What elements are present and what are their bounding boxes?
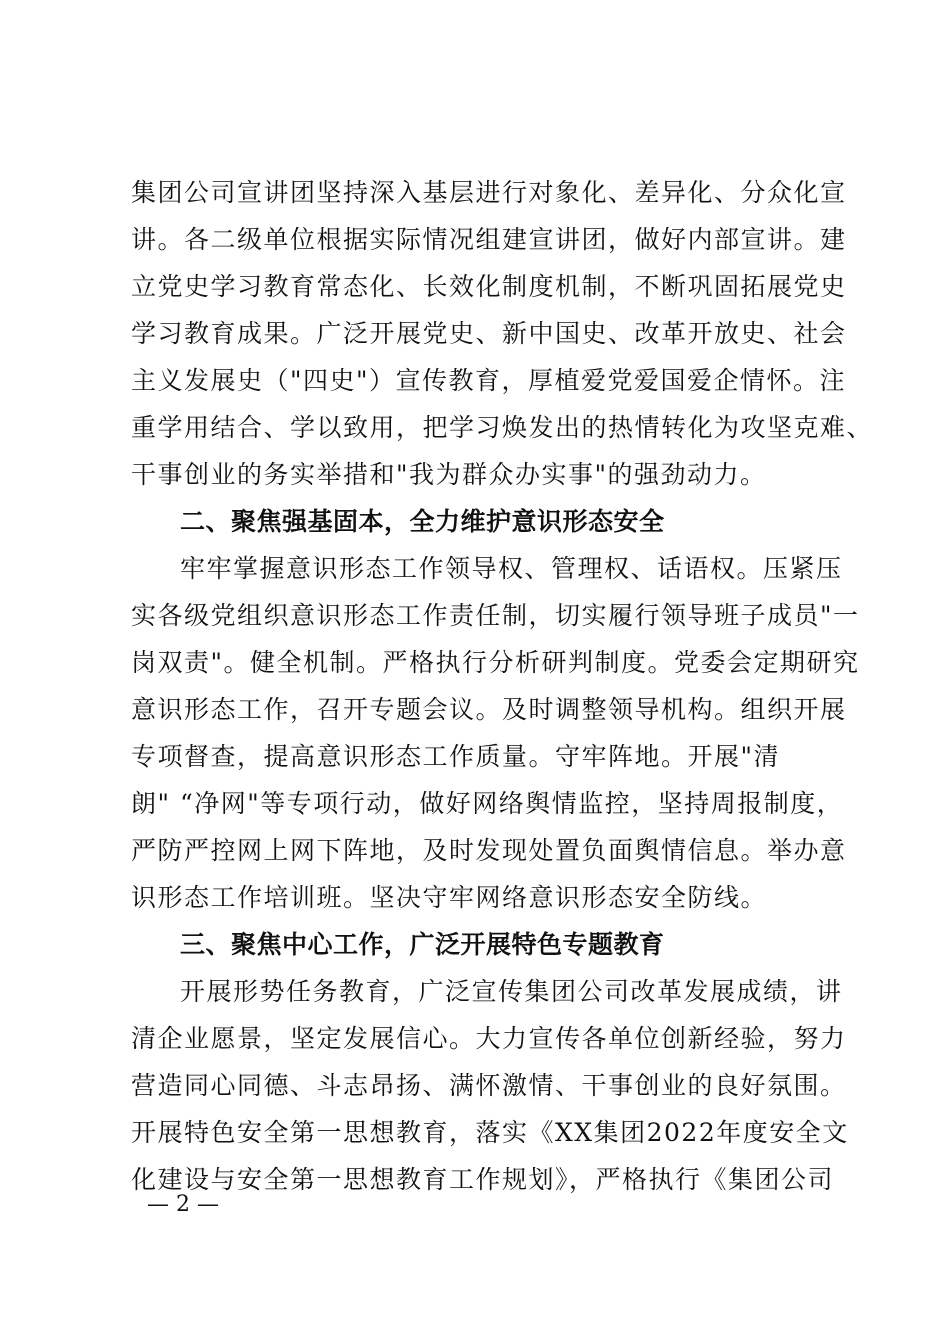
paragraph-line: 意识形态工作，召开专题会议。及时调整领导机构。组织开展 <box>131 695 847 724</box>
section-heading-2: 二、聚焦强基固本，全力维护意识形态安全 <box>180 507 665 536</box>
paragraph-line: 识形态工作培训班。坚决守牢网络意识形态安全防线。 <box>131 883 768 912</box>
paragraph-line: 开展特色安全第一思想教育，落实《XX集团2022年度安全文 <box>131 1118 849 1147</box>
paragraph-line: 讲。各二级单位根据实际情况组建宣讲团，做好内部宣讲。建 <box>131 225 847 254</box>
paragraph-line: 岗双责"。健全机制。严格执行分析研判制度。党委会定期研究 <box>131 648 860 677</box>
paragraph-line: 实各级党组织意识形态工作责任制，切实履行领导班子成员"一 <box>131 601 860 630</box>
paragraph-line: 牢牢掌握意识形态工作领导权、管理权、话语权。压紧压 <box>180 554 843 583</box>
paragraph-line: 朗" “净网"等专项行动，做好网络舆情监控，坚持周报制度， <box>131 789 844 818</box>
section-heading-3: 三、聚焦中心工作，广泛开展特色专题教育 <box>180 930 665 959</box>
paragraph-line: 开展形势任务教育，广泛宣传集团公司改革发展成绩，讲 <box>180 977 843 1006</box>
paragraph-line: 严防严控网上网下阵地，及时发现处置负面舆情信息。举办意 <box>131 836 847 865</box>
page-number: — 2 — <box>147 1192 219 1217</box>
paragraph-line: 重学用结合、学以致用，把学习焕发出的热情转化为攻坚克难、 <box>131 413 874 442</box>
paragraph-line: 干事创业的务实举措和"我为群众办实事"的强劲动力。 <box>131 460 767 489</box>
paragraph-line: 营造同心同德、斗志昂扬、满怀激情、干事创业的良好氛围。 <box>131 1071 847 1100</box>
paragraph-line: 集团公司宣讲团坚持深入基层进行对象化、差异化、分众化宣 <box>131 178 847 207</box>
paragraph-line: 清企业愿景，坚定发展信心。大力宣传各单位创新经验，努力 <box>131 1024 847 1053</box>
paragraph-line: 专项督查，提高意识形态工作质量。守牢阵地。开展"清 <box>131 742 781 771</box>
paragraph-line: 化建设与安全第一思想教育工作规划》，严格执行《集团公司 <box>131 1165 835 1194</box>
paragraph-line: 立党史学习教育常态化、长效化制度机制，不断巩固拓展党史 <box>131 272 847 301</box>
paragraph-line: 学习教育成果。广泛开展党史、新中国史、改革开放史、社会 <box>131 319 847 348</box>
paragraph-line: 主义发展史（"四史"）宣传教育，厚植爱党爱国爱企情怀。注 <box>131 366 847 395</box>
